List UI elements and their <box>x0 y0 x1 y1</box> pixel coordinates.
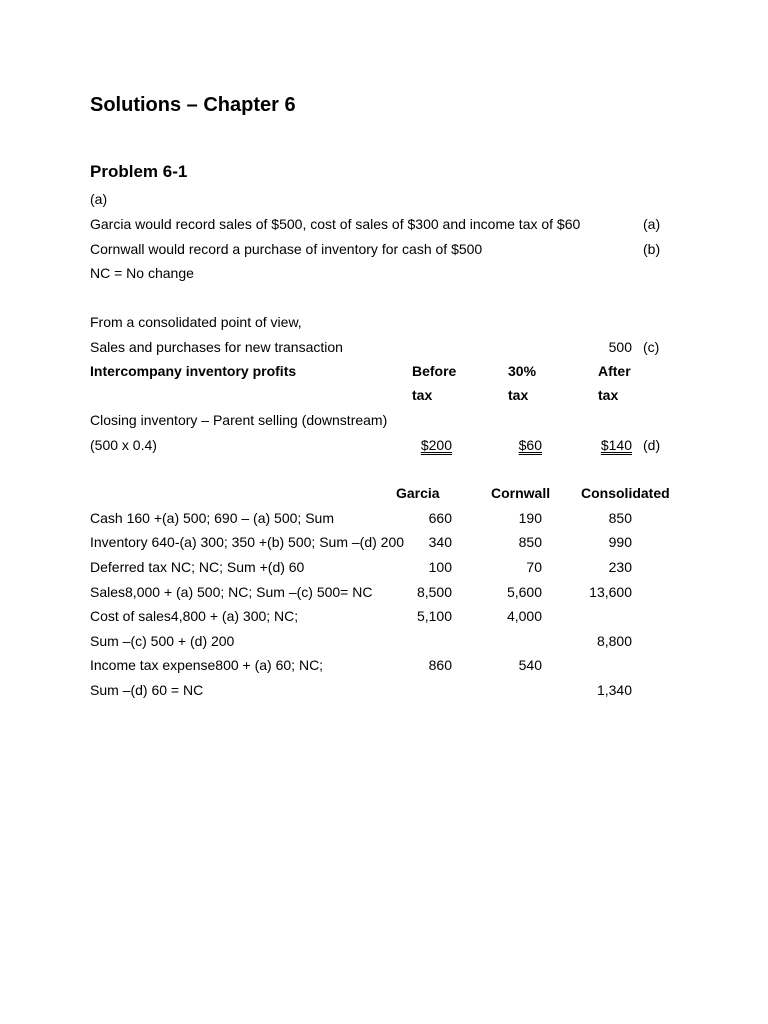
consolidated-cell: 1,340 <box>596 682 632 698</box>
consolidated-cell: 230 <box>608 559 632 575</box>
table-row-label: Sum –(d) 60 = NC <box>90 682 204 698</box>
statement-line: Garcia would record sales of $500, cost of sales of $300 and income tax of $60 <box>90 216 581 232</box>
closing-inventory-calc: (500 x 0.4) <box>90 437 157 453</box>
table-row-label: Cash 160 +(a) 500; 690 – (a) 500; Sum <box>90 510 334 526</box>
sales-purchases-ref: (c) <box>643 339 660 355</box>
before-tax-header: tax <box>412 387 433 403</box>
table-row-label: Inventory 640-(a) 300; 350 +(b) 500; Sum –(d) 200 <box>90 534 405 550</box>
tax-rate-header: tax <box>508 387 529 403</box>
consolidated-cell: 990 <box>608 534 632 550</box>
table-row-label: Deferred tax NC; NC; Sum +(d) 60 <box>90 559 305 575</box>
statement-line: NC = No change <box>90 265 194 281</box>
table-row-label: Income tax expense800 + (a) 60; NC; <box>90 657 324 673</box>
cornwall-cell: 850 <box>518 534 542 550</box>
garcia-cell: 340 <box>428 534 452 550</box>
page-title: Solutions – Chapter 6 <box>90 94 296 116</box>
table-row-label: Sum –(c) 500 + (d) 200 <box>90 633 235 649</box>
tax-rate-header: 30% <box>508 363 537 379</box>
profits-header-label: Intercompany inventory profits <box>90 363 297 379</box>
table-row-label: Sales8,000 + (a) 500; NC; Sum –(c) 500= NC <box>90 584 373 600</box>
table-header-garcia: Garcia <box>396 485 440 501</box>
consolidated-intro: From a consolidated point of view, <box>90 314 302 330</box>
before-tax-header: Before <box>412 363 457 379</box>
garcia-cell: 860 <box>428 657 452 673</box>
sales-purchases-label: Sales and purchases for new transaction <box>90 339 343 355</box>
statement-ref: (b) <box>643 241 661 257</box>
part-label: (a) <box>90 191 108 207</box>
consolidated-cell: 850 <box>608 510 632 526</box>
before-tax-value: $200 <box>420 437 452 453</box>
closing-inventory-label: Closing inventory – Parent selling (downstream) <box>90 412 388 428</box>
statement-ref: (a) <box>643 216 661 232</box>
after-tax-header: tax <box>598 387 619 403</box>
table-header-consolidated: Consolidated <box>581 485 670 501</box>
garcia-cell: 5,100 <box>416 608 452 624</box>
closing-inventory-ref: (d) <box>643 437 661 453</box>
garcia-cell: 660 <box>428 510 452 526</box>
consolidated-cell: 8,800 <box>596 633 632 649</box>
after-tax-header: After <box>598 363 631 379</box>
garcia-cell: 8,500 <box>416 584 452 600</box>
after-tax-value: $140 <box>600 437 632 453</box>
problem-heading: Problem 6-1 <box>90 162 188 181</box>
consolidated-cell: 13,600 <box>589 584 632 600</box>
cornwall-cell: 540 <box>518 657 542 673</box>
cornwall-cell: 5,600 <box>506 584 542 600</box>
tax-value: $60 <box>518 437 542 453</box>
sales-purchases-value: 500 <box>608 339 632 355</box>
garcia-cell: 100 <box>428 559 452 575</box>
cornwall-cell: 190 <box>518 510 542 526</box>
statement-line: Cornwall would record a purchase of inventory for cash of $500 <box>90 241 483 257</box>
table-header-cornwall: Cornwall <box>491 485 551 501</box>
table-row-label: Cost of sales4,800 + (a) 300; NC; <box>90 608 299 624</box>
cornwall-cell: 70 <box>526 559 542 575</box>
cornwall-cell: 4,000 <box>506 608 542 624</box>
